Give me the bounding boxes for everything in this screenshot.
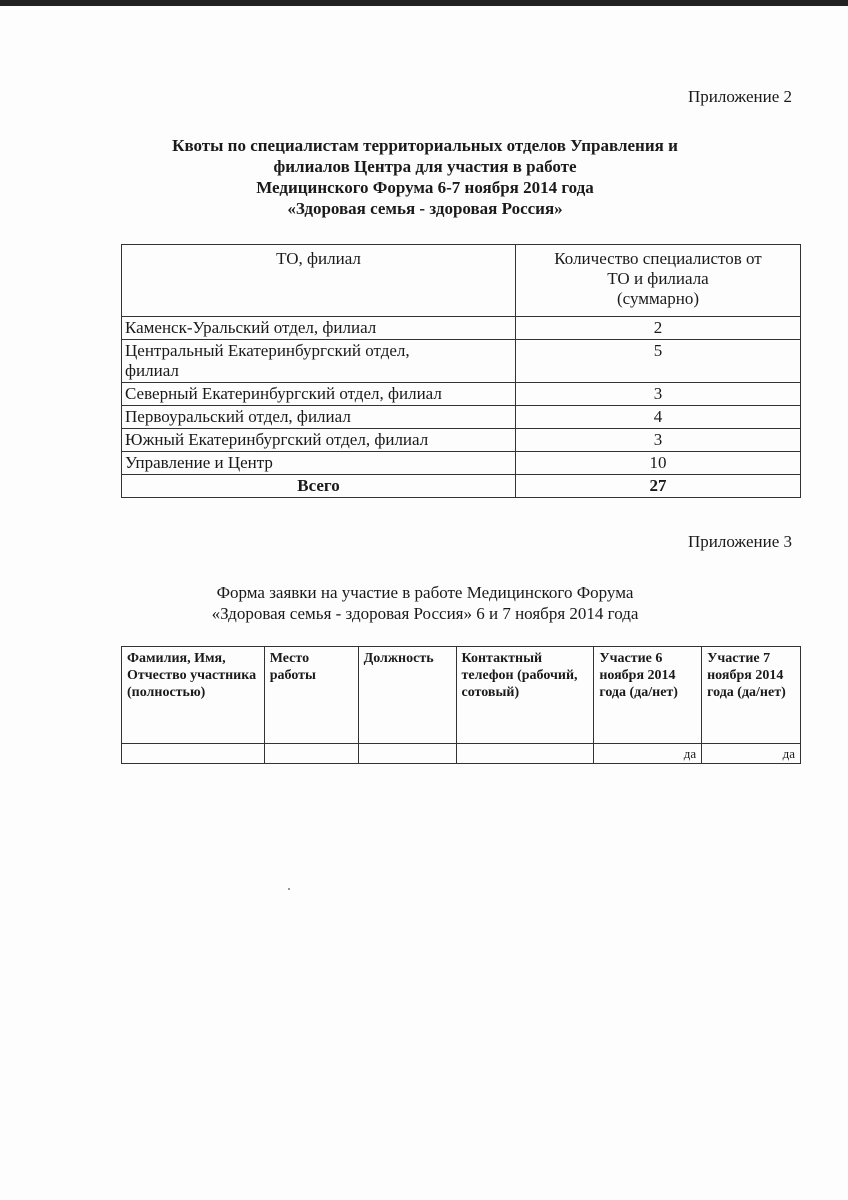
branch-name: Южный Екатеринбургский отдел, филиал [122,429,516,452]
total-count: 27 [516,475,801,498]
form-cell-position[interactable] [358,744,456,764]
scan-speck [288,888,290,890]
specialist-count: 2 [516,317,801,340]
specialist-count: 5 [516,340,801,383]
form-header-full-name: Фамилия, Имя, Отчество участника (полностью) [122,647,265,744]
specialist-count: 3 [516,429,801,452]
form-header-workplace: Место работы [264,647,358,744]
table-row [122,406,801,429]
branch-name: Северный Екатеринбургский отдел, филиал [122,383,516,406]
form-header-phone: Контактный телефон (рабочий, сотовый) [456,647,594,744]
branch-name: Центральный Екатеринбургский отдел, филиал [122,340,516,383]
form-header-position: Должность [358,647,456,744]
table-row [122,383,801,406]
quota-table-header-row [122,245,801,317]
form-cell-workplace[interactable] [264,744,358,764]
quota-title-line-2: филиалов Центра для участия в работе [273,157,577,176]
quota-header-count-line-2: ТО и филиала [607,269,709,288]
annex-3-label: Приложение 3 [688,532,792,551]
form-cell-day6[interactable]: да [594,744,702,764]
quota-table [121,244,801,498]
branch-name: Каменск-Уральский отдел, филиал [122,317,516,340]
branch-name: Управление и Центр [122,452,516,475]
form-header-day7: Участие 7 ноября 2014 года (да/нет) [702,647,801,744]
form-header-day6: Участие 6 ноября 2014 года (да/нет) [594,647,702,744]
quota-header-count-line-1: Количество специалистов от [554,249,762,268]
table-row [122,452,801,475]
application-form-table [121,646,801,764]
form-cell-phone[interactable] [456,744,594,764]
page-top-border [0,0,848,6]
quota-header-branch: ТО, филиал [122,245,516,317]
form-entry-row [122,744,801,764]
quota-title-line-1: Квоты по специалистам территориальных отделов Управления и [172,136,678,155]
form-cell-full-name[interactable] [122,744,265,764]
quota-title-line-4: «Здоровая семья - здоровая Россия» [287,199,563,218]
annex-2-label: Приложение 2 [688,87,792,106]
form-title-line-2: «Здоровая семья - здоровая Россия» 6 и 7 ноября 2014 года [211,604,639,623]
branch-name: Первоуральский отдел, филиал [122,406,516,429]
quota-total-row [122,475,801,498]
form-cell-day7[interactable]: да [702,744,801,764]
quota-title [100,135,750,219]
table-row [122,429,801,452]
specialist-count: 10 [516,452,801,475]
form-title [100,582,750,624]
quota-header-count-line-3: (суммарно) [617,289,699,308]
form-title-line-1: Форма заявки на участие в работе Медицинского Форума [216,583,634,602]
quota-header-count [516,245,801,317]
total-label: Всего [122,475,516,498]
table-row [122,317,801,340]
specialist-count: 4 [516,406,801,429]
specialist-count: 3 [516,383,801,406]
form-header-row [122,647,801,744]
table-row [122,340,801,383]
quota-title-line-3: Медицинского Форума 6-7 ноября 2014 года [256,178,594,197]
